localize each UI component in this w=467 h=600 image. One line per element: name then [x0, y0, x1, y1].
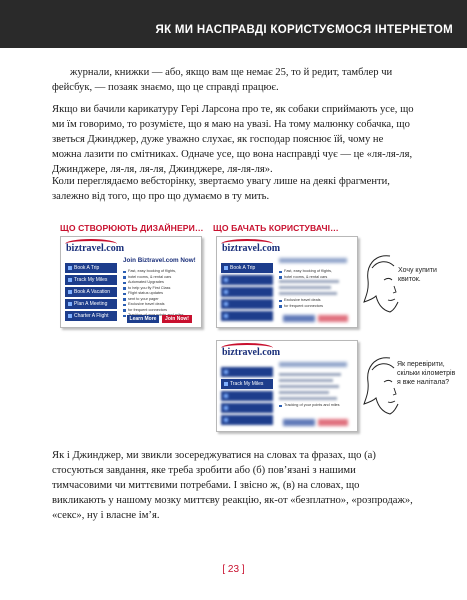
blurred-button: [283, 315, 315, 322]
feature-line: to help you fly First Class: [123, 286, 197, 292]
blurred-button: [318, 315, 348, 322]
paragraph-scanning: Коли переглядаємо вебсторінку, звертаємо увагу лише на деякі фрагменти, залежно від того, що про що думаємо в ту мить.: [52, 176, 390, 203]
menu-item-blurred: [221, 415, 273, 425]
paragraph-continuation: журнали, книжки — або, якщо вам ще немає 25, то й редит, тамблер чи фейсбук, — позаяк знаємо, що це справді працює.: [52, 67, 393, 94]
menu-item-blurred: [221, 367, 273, 377]
thought-bubble-buy: Хочу купити квиток.: [398, 267, 437, 283]
blurred-line: [279, 385, 339, 388]
feature-line: Exclusive travel deals: [279, 298, 353, 304]
menu-item-blurred: [221, 311, 273, 321]
menu-item-blurred: [221, 275, 273, 285]
feature-line: Fast, easy booking of flights,: [123, 269, 197, 275]
site-logo: biztravel.com: [222, 347, 281, 358]
running-header: [0, 0, 467, 48]
menu-item: Book A Trip: [65, 263, 117, 273]
site-menu: [221, 263, 273, 323]
blurred-line: [279, 373, 341, 376]
menu-item-blurred: [221, 403, 273, 413]
promo-title: Join Biztravel.com Now!: [123, 257, 196, 264]
menu-item-blurred: [221, 299, 273, 309]
blurred-title: [279, 362, 347, 367]
site-menu: [221, 367, 273, 427]
caption-users: ЩО БАЧАТЬ КОРИСТУВАЧІ…: [213, 223, 339, 233]
blurred-title: [279, 258, 347, 263]
learn-more-button: Learn More: [127, 315, 159, 323]
feature-line: hotel rooms, & rental cars: [279, 275, 353, 281]
feature-list: [279, 269, 353, 309]
feature-line: sent to your pager: [123, 297, 197, 303]
page-number: [ 23 ]: [222, 564, 245, 575]
woman-face-icon: [360, 352, 400, 422]
feature-line: Exclusive travel deals: [123, 302, 197, 308]
feature-list: [123, 269, 197, 319]
blurred-line: [279, 379, 333, 382]
menu-item: Plan A Meeting: [65, 299, 117, 309]
site-screenshot-user-miles: [216, 340, 358, 432]
feature-line: Fast, easy booking of flights,: [279, 269, 353, 275]
site-menu: [65, 263, 117, 323]
feature-line: Automated Upgrades: [123, 280, 197, 286]
site-screenshot-user-buy: [216, 236, 358, 328]
site-screenshot-designers: [60, 236, 202, 328]
blurred-button: [283, 419, 315, 426]
paragraph-ginger: Як і Джинджер, ми звикли зосереджуватися на словах та фразах, що (а) стосуються завдання, яке треба зробити або (б) пов’язані з нашими тимчасовими чи миттєвими потребами. І звісно ж, (в) на словах, що викликають у нашому мозку миттєву реакцію, як-от «безплатно», «розпродаж», «секс», ну і власне ім’я.: [52, 450, 413, 522]
caption-designers: ЩО СТВОРЮЮТЬ ДИЗАЙНЕРИ…: [60, 223, 204, 233]
menu-item-blurred: [221, 287, 273, 297]
blurred-line: [279, 292, 337, 295]
blurred-line: [279, 286, 331, 289]
join-now-button: Join Now!: [162, 315, 192, 323]
feature-list: [279, 373, 353, 409]
feature-line: Tracking of your points and miles: [279, 403, 353, 409]
feature-line: hotel rooms, & rental cars: [123, 275, 197, 281]
feature-line: for frequent connectors: [279, 304, 353, 310]
menu-item-track-miles: Track My Miles: [221, 379, 273, 389]
blurred-line: [279, 391, 329, 394]
running-header-title: ЯК МИ НАСПРАВДІ КОРИСТУЄМОСЯ ІНТЕРНЕТОМ: [155, 24, 453, 36]
site-logo: biztravel.com: [66, 243, 125, 254]
blurred-button: [318, 419, 348, 426]
menu-item-blurred: [221, 391, 273, 401]
feature-line: Flight status updates: [123, 291, 197, 297]
thought-bubble-miles: Як перевірити, скільки кілометрів я вже налітала?: [397, 361, 456, 386]
menu-item: Book A Vacation: [65, 287, 117, 297]
blurred-line: [279, 397, 337, 400]
menu-item: Track My Miles: [65, 275, 117, 285]
menu-item: Charter A Flight: [65, 311, 117, 321]
paragraph-larson: Якщо ви бачили карикатуру Гері Ларсона про те, як собаки сприймають усе, що ми їм говоримо, то розумієте, що я маю на увазі. На тому малюнку собачка, що зветься Джинджер, дуже уважно слухає, як господар пояснює їй, чому не можна лазити по смітниках. Одначе усе, що вона насправді чує — це «ля-ля-ля, Джинджере, ля-ля, ля-ля, Джинджере, ля-ля-ля».: [52, 104, 414, 176]
site-logo: biztravel.com: [222, 243, 281, 254]
menu-item-book-trip: Book A Trip: [221, 263, 273, 273]
feature-line: for frequent connectors: [123, 308, 197, 314]
blurred-line: [279, 280, 339, 283]
woman-face-icon: [360, 250, 400, 320]
